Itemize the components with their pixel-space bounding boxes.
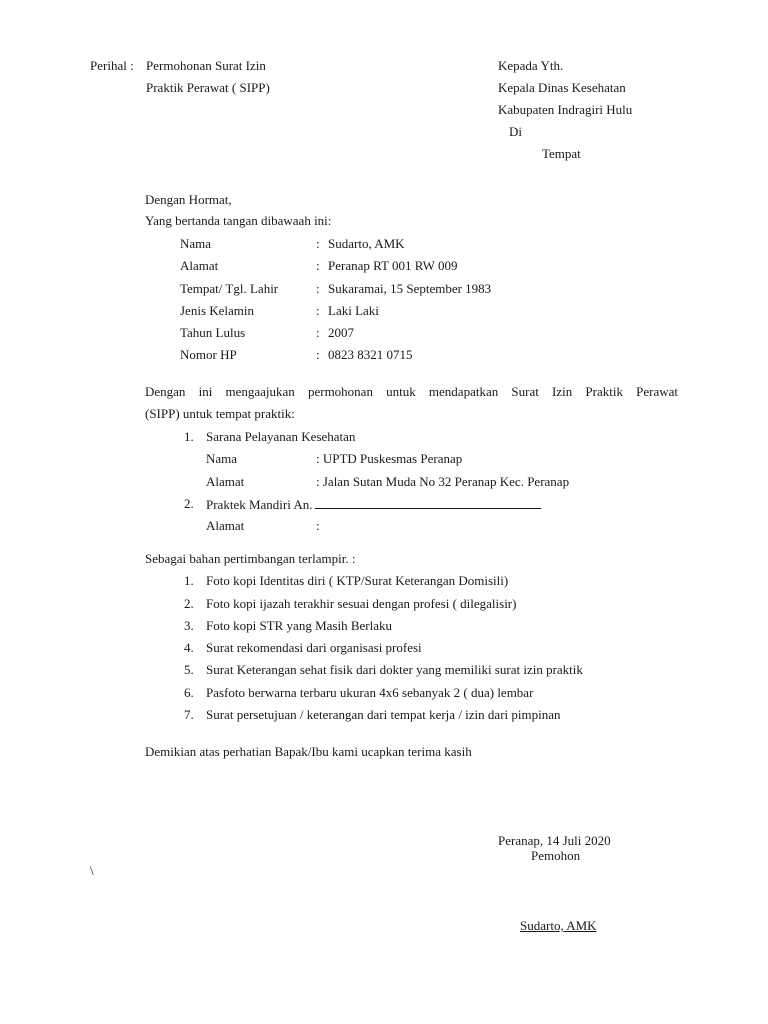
recipient-line-5: Tempat	[542, 146, 581, 161]
signature-name: Sudarto, AMK	[520, 918, 597, 933]
identity-value: Sudarto, AMK	[328, 236, 405, 251]
attachment-text: Foto kopi ijazah terakhir sesuai dengan profesi ( dilegalisir)	[206, 596, 517, 611]
request-line-1: Dengan ini mengaajukan permohonan untuk mendapatkan Surat Izin Praktik Perawat	[145, 384, 678, 399]
attachment-number: 2.	[184, 596, 194, 611]
perihal-line-2: Praktik Perawat ( SIPP)	[146, 80, 270, 95]
closing-text: Demikian atas perhatian Bapak/Ibu kami ucapkan terima kasih	[145, 744, 472, 759]
identity-colon: :	[316, 236, 320, 251]
identity-value: Peranap RT 001 RW 009	[328, 258, 458, 273]
attachment-text: Surat Keterangan sehat fisik dari dokter yang memiliki surat izin praktik	[206, 662, 583, 677]
place-mandiri	[206, 496, 541, 513]
attachment-text: Surat persetujuan / keterangan dari tempat kerja / izin dari pimpinan	[206, 707, 561, 722]
identity-label: Nama	[180, 236, 212, 251]
identity-value: 2007	[328, 325, 354, 340]
identity-colon: :	[316, 303, 320, 318]
blank-underline	[315, 496, 541, 509]
stray-mark: \	[90, 863, 94, 878]
identity-value: Sukaramai, 15 September 1983	[328, 281, 492, 296]
attachment-number: 3.	[184, 618, 194, 633]
identity-label: Tempat/ Tgl. Lahir	[180, 281, 279, 296]
recipient-line-1: Kepada Yth.	[498, 58, 564, 73]
place-alamat-label: Alamat	[206, 474, 245, 489]
place-date: Peranap, 14 Juli 2020	[498, 833, 611, 848]
identity-colon: :	[316, 258, 320, 273]
intro-text: Yang bertanda tangan dibawaah ini:	[145, 213, 332, 228]
place-alamat-value: :	[316, 518, 320, 533]
signature-role: Pemohon	[531, 848, 581, 863]
attachment-number: 7.	[184, 707, 194, 722]
attachment-number: 6.	[184, 685, 194, 700]
identity-colon: :	[316, 347, 320, 362]
perihal-label: Perihal :	[90, 58, 134, 73]
identity-value: 0823 8321 0715	[328, 347, 413, 362]
place-title: Sarana Pelayanan Kesehatan	[206, 429, 356, 444]
recipient-line-3: Kabupaten Indragiri Hulu	[498, 102, 633, 117]
identity-label: Jenis Kelamin	[180, 303, 255, 318]
perihal-line-1: Permohonan Surat Izin	[146, 58, 266, 73]
identity-colon: :	[316, 325, 320, 340]
identity-label: Tahun Lulus	[180, 325, 246, 340]
attachment-text: Pasfoto berwarna terbaru ukuran 4x6 sebanyak 2 ( dua) lembar	[206, 685, 534, 700]
attachment-number: 4.	[184, 640, 194, 655]
attachments-intro: Sebagai bahan pertimbangan terlampir. :	[145, 551, 356, 566]
identity-value: Laki Laki	[328, 303, 379, 318]
attachment-text: Foto kopi STR yang Masih Berlaku	[206, 618, 392, 633]
salutation: Dengan Hormat,	[145, 192, 232, 207]
identity-label: Nomor HP	[180, 347, 237, 362]
attachment-number: 1.	[184, 573, 194, 588]
recipient-line-2: Kepala Dinas Kesehatan	[498, 80, 626, 95]
attachment-text: Surat rekomendasi dari organisasi profesi	[206, 640, 422, 655]
place-alamat-value: : Jalan Sutan Muda No 32 Peranap Kec. Peranap	[316, 474, 570, 489]
request-line-2: (SIPP) untuk tempat praktik:	[145, 406, 295, 421]
place-number: 2.	[184, 496, 194, 511]
recipient-line-4: Di	[509, 124, 522, 139]
attachment-number: 5.	[184, 662, 194, 677]
place-number: 1.	[184, 429, 194, 444]
identity-colon: :	[316, 281, 320, 296]
place-nama-label: Nama	[206, 451, 238, 466]
place-nama-value: : UPTD Puskesmas Peranap	[316, 451, 463, 466]
identity-label: Alamat	[180, 258, 219, 273]
place-mandiri-title: Praktek Mandiri An.	[206, 497, 313, 512]
attachment-text: Foto kopi Identitas diri ( KTP/Surat Keterangan Domisili)	[206, 573, 509, 588]
place-alamat-label: Alamat	[206, 518, 245, 533]
